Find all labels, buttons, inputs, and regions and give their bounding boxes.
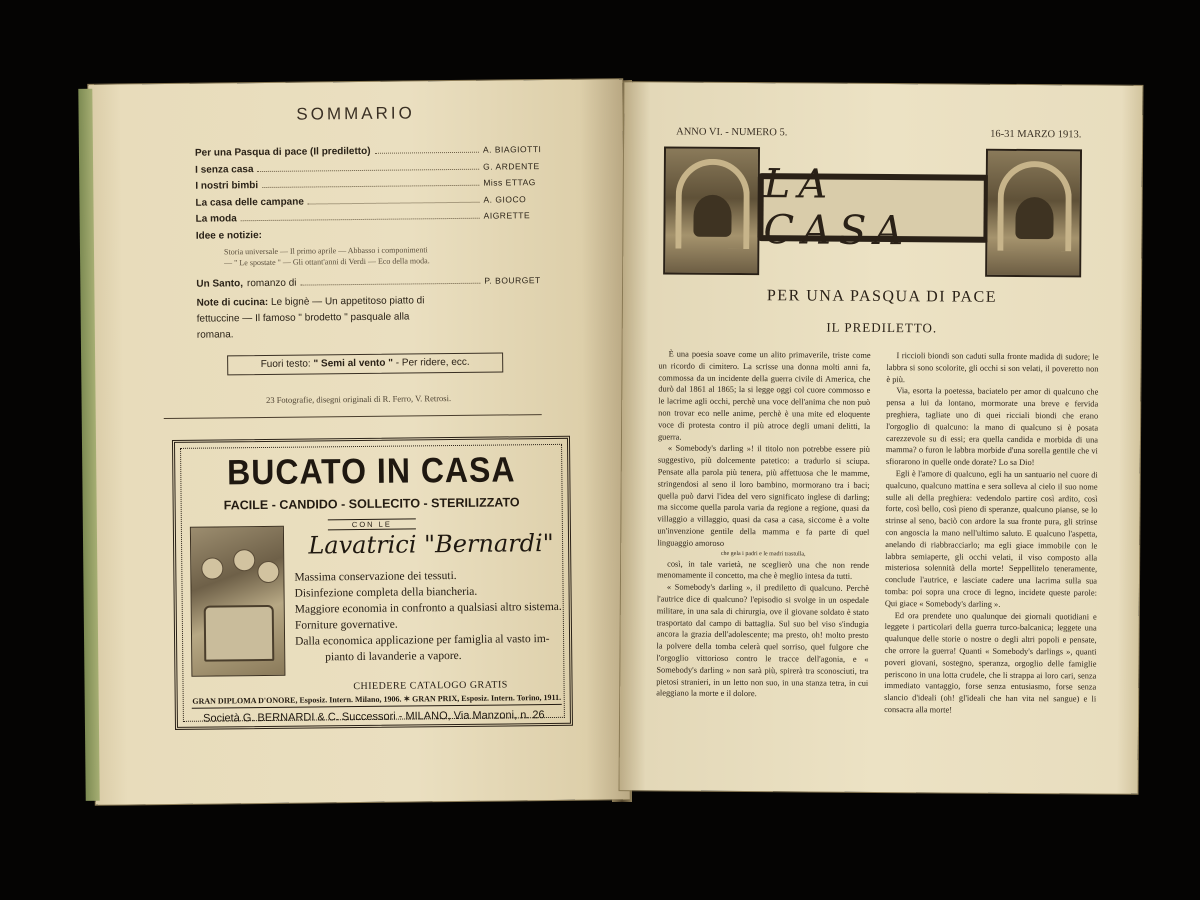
ad-photo — [190, 526, 286, 677]
toc-entry-author: G. ARDENTE — [483, 160, 540, 172]
toc-entry-label: Idee e notizie: — [195, 229, 263, 242]
article-subtitle: IL PREDILETTO. — [826, 319, 938, 336]
ad-brand: Lavatrici "Bernardi" — [308, 528, 554, 560]
toc-cucina-detail: Le bignè — Un appetitoso piatto di fettuccine — Il famoso " brodetto " pasquale alla romana. — [196, 294, 425, 341]
fuori-testo-box — [227, 352, 503, 375]
paragraph: I riccioli biondi son caduti sulla fronte madida di sudore; le labbra si sono scolorite, gli occhi si son velati, il poveretto non è più. — [886, 351, 1099, 384]
paragraph: Via, esorta la poetessa, baciatelo per amor di qualcuno che pensa a lui da lontano, mormorate una breve e fervida preghiera, tagliate uno di quei ricciali biondi che erano l'orgoglio di qualcuno: la mano di qualcuno si è posata carezzevole su di essi; era quella candida e morbida di una mamma? o furon le labbra morbide d'una sorella gentile che vi sfiorarono in quelle onde dorate? Lo sa Dio! — [885, 386, 1099, 468]
masthead — [663, 146, 1082, 277]
quote-line: che gela i padri e le madri trastulla, — [720, 550, 806, 558]
photo-credit: 23 Fotografie, disegni originali di R. Ferro, V. Retrosi. — [265, 393, 452, 405]
ad-subtitle: FACILE - CANDIDO - SOLLECITO - STERILIZZATO — [223, 495, 520, 513]
article-column-1 — [656, 348, 870, 701]
ad-feature: Disinfezione completa della biancheria. — [294, 585, 478, 600]
issue-date: 16-31 MARZO 1913. — [990, 128, 1082, 141]
leader-dots — [308, 201, 480, 204]
ad-awards: GRAN DIPLOMA D'ONORE, Esposiz. Intern. Milano, 1906. ✶ GRAN PRIX, Esposiz. Intern. Torino, 1911. — [192, 693, 562, 709]
toc-entry-idee — [196, 227, 548, 247]
toc-entry-author: A. BIAGIOTTI — [482, 144, 542, 155]
right-page — [620, 82, 1143, 794]
ad-features — [294, 567, 565, 666]
fuori-title: " Semi al vento " — [313, 357, 394, 370]
toc-entry-label: I senza casa — [195, 163, 254, 176]
paragraph: Egli è l'amore di qualcuno, egli ha un santuario nel cuore di qualcuno, qualcuno mattina e sera solleva al cielo il suo nome sulle ali della preghiera: vedendolo partire così ardito, così forte, così bello, così pieno di speranze, qualcuno pianse, se lo strinse al seno, baciò con ardore la sua fronte pura, gli strinse con angoscia la mano nell'ultimo saluto. E qualcuno l'aspetta, anelando di riabbracciarlo; ma egli giace immobile con le labbra semiaperte, gli occhi velati, il viso composto alla misteriosa solennità della morte! Seppellitelo teneramente, conclude l'autrice, e lasciate cadere una lacrima sulla sua tomba: poi sopra una croce di legno, incidete queste parole: Qui giace « Somebody's darling ». — [884, 469, 1098, 609]
article-title: PER UNA PASQUA DI PACE — [766, 287, 998, 306]
divider — [164, 414, 542, 419]
bell-icon — [1015, 197, 1053, 239]
ad-feature: Massima conservazione dei tessuti. — [294, 569, 457, 584]
toc-entry-author: P. BOURGET — [484, 275, 541, 286]
bell-icon — [693, 195, 731, 237]
paragraph: È una poesia soave come un alito primaverile, triste come un ricordo di cimitero. La scrisse una donna molti anni fa, commossa da un incidente della guerra civile di America, che durò dal 1861 al 1865; la si legge oggi col cuore commosso e le lacrime agli occhi, perchè una voce dell'anima che non può non trovar eco nelle anime, perchè è una mite ed eloquente voce di protesta contro il più atroce degli umani delitti, la guerra. — [657, 349, 871, 442]
ad-feature: Forniture governative. — [294, 618, 398, 632]
paragraph: Ed ora prendete uno qualunque dei giornali quotidiani e leggete i particolari della guerra turco-balcanica; leggete una qualunque delle storie o nostre o degli altri popoli e pensate, che orrore la guerra! Quanti « Somebody's darlings », quanti poveri giovani, sostegno, speranza, orgoglio delle famiglie periscono in una lotta crudele, che li strappa ai loro cari, senza immediato vantaggio, forse senza entusiasmo, forse senza slancio d'ideali (oh! gl'ideali che han vita nel sangue) e li consacra alla morte! — [884, 610, 1097, 715]
table-of-contents — [195, 144, 549, 343]
ad-title: BUCATO IN CASA — [226, 449, 516, 493]
washing-machine — [204, 605, 275, 662]
woman-figure — [233, 549, 255, 571]
paragraph: « Somebody's darling », il prediletto di qualcuno. Perchè l'autrice dice di qualcuno? l'episodio si svolge in un ospedale militare, in una sala di chirurgia, ove il giovane soldato è stato trasportato dal campo di battaglia. Sul suo bel viso s'indugia ancora la grazia dell'adolescente; ma presto, oh! molto presto la polvere della tomba celerà quel sorriso, quel fulgore che l'orgoglio vittorioso contro le tracce dell'agonia, e « Somebody's darling » non sarà più, spirerà tra sconosciuti, tra pietosi stranieri, in un letto non suo, in una stanza tetra, in cui aleggiano la morte e il dolore. — [656, 582, 869, 699]
ad-catalog: CHIEDERE CATALOGO GRATIS — [353, 679, 508, 693]
paragraph: « Somebody's darling »! il titolo non potrebbe essere più suggestivo, più dolcemente patetico: a tradurlo si sciupa. Pensate alla parola più tenera, più affettuosa che le mamme, stringendosi al seno il loro bambino, mormorano tra i baci; quella può darvi l'idea del vero significato inglese di darling; ma siccome quella parola varia da regione a regione, quasi da villaggio a villaggio, quasi da casa a casa, siccome è a volte un'invenzione gentile della mamma e fa parte di quel linguaggio amoroso — [657, 443, 870, 548]
leader-dots — [258, 168, 480, 171]
leader-dots — [375, 152, 479, 154]
fuori-suffix: - Per ridere, ecc. — [395, 356, 470, 369]
article-column-2 — [884, 350, 1099, 717]
masthead-title: LA CASA — [763, 179, 983, 237]
left-page — [88, 79, 630, 805]
ad-feature: pianto di lavanderie a vapore. — [325, 649, 462, 664]
toc-entry-santo — [196, 275, 548, 295]
masthead-right-panel — [985, 149, 1082, 278]
leader-dots — [300, 283, 480, 286]
toc-entry-author: A. GIOCO — [483, 193, 527, 205]
ad-con-le-text: CON LE — [328, 518, 416, 530]
issue-number: ANNO VI. - NUMERO 5. — [676, 126, 788, 139]
toc-entry-label: Per una Pasqua di pace (Il prediletto) — [194, 145, 371, 159]
leader-dots — [262, 185, 479, 188]
toc-cucina — [196, 293, 446, 344]
woman-figure — [257, 561, 279, 583]
ad-feature: Maggiore economia in confronto a qualsiasi altro sistema. — [294, 600, 562, 616]
advertisement — [172, 436, 573, 730]
sommario-title: SOMMARIO — [296, 103, 415, 124]
ad-company: Società G. BERNARDI & C. Successori - MILANO, Via Manzoni, n. 26 — [203, 709, 545, 725]
toc-entry-label: I nostri bimbi — [195, 180, 259, 192]
toc-entry-author: AIGRETTE — [483, 210, 531, 221]
leader-dots — [241, 218, 480, 222]
masthead-left-panel — [663, 146, 760, 275]
toc-cucina-label: Note di cucina: — [196, 296, 269, 309]
toc-entry-author: Miss ETTAG — [483, 177, 536, 188]
toc-entry-label: La moda — [195, 213, 237, 225]
masthead-banner — [757, 161, 989, 255]
toc-entry-label: La casa delle campane — [195, 196, 304, 209]
toc-idee-detail: Storia universale — Il primo aprile — Abbasso i componimenti — " Le spostate " — Gli ottant'anni di Verdi — Eco della moda. — [223, 245, 430, 268]
paragraph: così, in tale varietà, ne sceglierò una che non rende menomamente il concetto, ma che è meglio intesa da tutti. — [657, 559, 870, 582]
woman-figure — [201, 557, 223, 579]
toc-entry-label: Un Santo, — [196, 278, 244, 290]
ad-feature: Dalla economica applicazione per famiglia al vasto im- — [295, 633, 550, 648]
fuori-prefix: Fuori testo: — [260, 358, 311, 371]
toc-entry-detail: romanzo di — [246, 277, 297, 290]
